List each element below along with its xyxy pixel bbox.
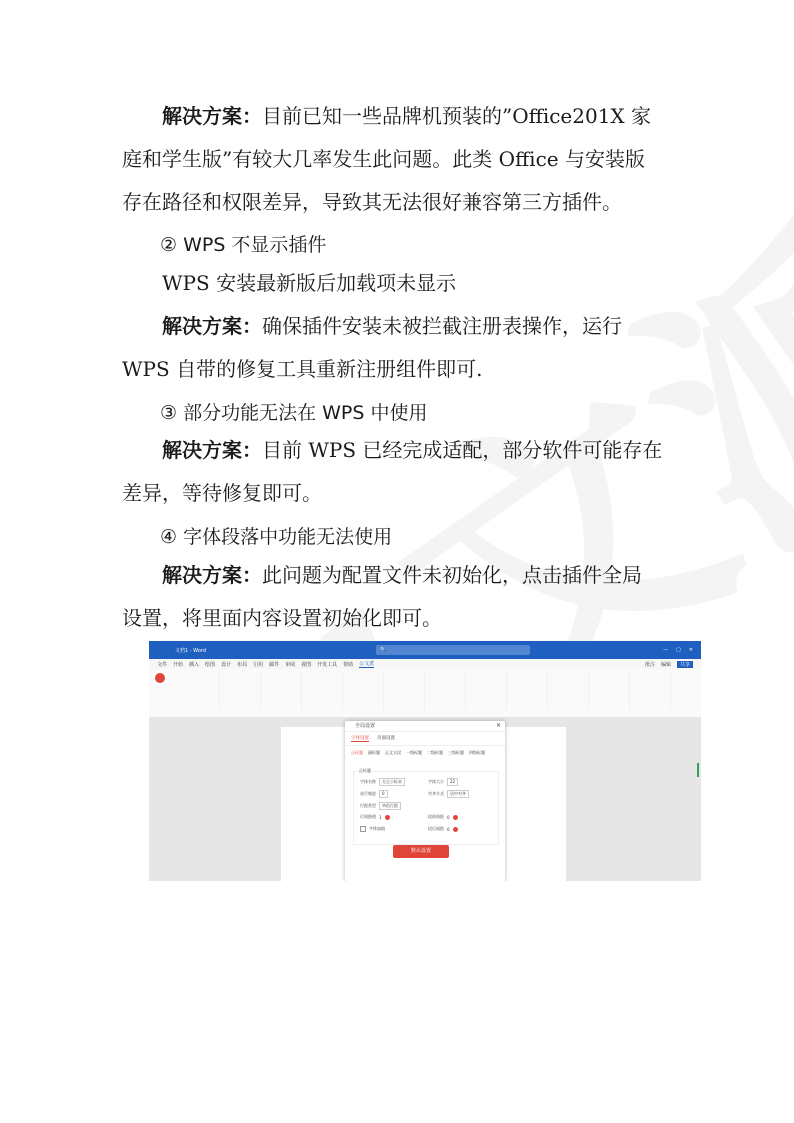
close-icon[interactable]: ×: [495, 722, 501, 729]
menu-references[interactable]: 引用: [253, 661, 264, 668]
global-settings-dialog: [345, 721, 505, 881]
text-line: 存在路径和权限差异，导致其无法很好兼容第三方插件。: [122, 190, 622, 214]
font-name-label: 字体名称: [360, 779, 376, 784]
tab-page-settings[interactable]: 页面设置: [377, 736, 395, 741]
tab-font-settings[interactable]: 字体设置: [351, 736, 369, 741]
align-label: 对齐方式: [428, 791, 444, 796]
line-type-select[interactable]: 单倍行距: [379, 802, 401, 810]
subtab-h1[interactable]: 一级标题: [406, 750, 422, 755]
settings-form: [353, 768, 499, 845]
menu-help[interactable]: 帮助: [343, 661, 354, 668]
menu-review[interactable]: 审阅: [285, 661, 296, 668]
title-bar: [149, 641, 701, 659]
solution-label: 解决方案：: [162, 438, 262, 462]
scroll-indicator: [697, 763, 699, 777]
plus-icon[interactable]: [385, 815, 390, 820]
line-type-label: 行距类型: [360, 803, 376, 808]
dialog-tabs: [345, 732, 505, 746]
font-size-select[interactable]: 22: [447, 778, 458, 786]
subtab-title[interactable]: 正标题: [351, 750, 363, 755]
subtab-h3[interactable]: 三级标题: [448, 750, 464, 755]
paragraph-1: [122, 95, 674, 224]
comments-button[interactable]: 批注: [644, 661, 655, 668]
paragraph-2: [122, 262, 674, 305]
indent-label: 首行缩进: [360, 791, 376, 796]
text-line: 此问题为配置文件未初始化，点击插件全局: [262, 563, 642, 587]
line-spacing-label: 行间距值: [360, 814, 376, 819]
after-spacing-label: 段后间距: [428, 826, 444, 831]
bold-checkbox[interactable]: [360, 826, 366, 832]
menu-layout[interactable]: 布局: [237, 661, 248, 668]
ribbon-tools[interactable]: [179, 672, 699, 710]
subtab-body[interactable]: 正文方段: [385, 750, 401, 755]
menu-insert[interactable]: 插入: [189, 661, 200, 668]
plus-icon[interactable]: [453, 815, 458, 820]
window-controls: [663, 647, 701, 653]
ribbon: [149, 669, 701, 718]
solution-label: 解决方案：: [162, 563, 262, 587]
menu-design[interactable]: 设计: [221, 661, 232, 668]
text-line: 设置，将里面内容设置初始化即可。: [122, 606, 442, 630]
menu-draw[interactable]: 绘图: [205, 661, 216, 668]
menu-view[interactable]: 视图: [301, 661, 312, 668]
text-line: 目前已知一些品牌机预装的”Office201X 家: [262, 104, 652, 128]
paragraph-3: [122, 305, 674, 391]
before-spacing-value[interactable]: 0: [447, 814, 450, 820]
menu-gongwenpai[interactable]: 公文派: [359, 661, 375, 667]
paragraph-4: [122, 429, 674, 515]
close-icon[interactable]: ✕: [688, 647, 693, 653]
bold-label: 字体加粗: [369, 826, 385, 831]
menu-file[interactable]: 文件: [157, 661, 168, 668]
font-name-select[interactable]: 方正小标宋: [379, 778, 405, 786]
text-line: 确保插件安装未被拦截注册表操作，运行: [262, 314, 622, 338]
align-select[interactable]: 居中对齐: [447, 790, 469, 798]
before-spacing-label: 段前间距: [428, 814, 444, 819]
edit-button[interactable]: 编辑: [660, 661, 671, 668]
heading-2: ② WPS 不显示插件: [160, 234, 327, 256]
after-spacing-value[interactable]: 0: [447, 826, 450, 832]
minimize-icon[interactable]: —: [663, 647, 669, 653]
group-label: 正标题: [359, 768, 371, 773]
heading-4: ④ 字体段落中功能无法使用: [160, 526, 393, 548]
solution-label: 解决方案：: [162, 314, 262, 338]
maximize-icon[interactable]: ▢: [676, 647, 681, 653]
style-subtabs: [345, 746, 505, 760]
menu-home[interactable]: 开始: [173, 661, 184, 668]
subtab-h2[interactable]: 二级标题: [427, 750, 443, 755]
subtab-h4[interactable]: 四级标题: [469, 750, 485, 755]
plus-icon[interactable]: [453, 827, 458, 832]
heading-3: ③ 部分功能无法在 WPS 中使用: [160, 402, 428, 424]
word-screenshot: [149, 641, 701, 881]
plugin-icon[interactable]: [155, 673, 165, 683]
text-line: 差异，等待修复即可。: [122, 481, 322, 505]
menu-developer[interactable]: 开发工具: [317, 661, 338, 668]
indent-select[interactable]: 0: [379, 790, 388, 798]
font-size-label: 字体大小: [428, 779, 444, 784]
line-spacing-value[interactable]: 1: [379, 814, 382, 820]
subtab-subtitle[interactable]: 副标题: [368, 750, 380, 755]
text-line: WPS 自带的修复工具重新注册组件即可.: [122, 357, 483, 381]
dialog-title: 全局设置: [345, 721, 505, 732]
text-line: WPS 安装最新版后加载项未显示: [162, 271, 457, 295]
text-line: 目前 WPS 已经完成适配，部分软件可能存在: [262, 438, 663, 462]
paragraph-5: [122, 554, 674, 640]
text-line: 庭和学生版”有较大几率发生此问题。此类 Office 与安装版: [122, 147, 645, 171]
share-button[interactable]: 共享: [677, 661, 693, 668]
menu-bar: [149, 659, 701, 669]
menu-mailings[interactable]: 邮件: [269, 661, 280, 668]
solution-label: 解决方案：: [162, 104, 262, 128]
window-title: 文档1 - Word: [175, 647, 207, 654]
default-settings-button[interactable]: 默认设置: [393, 845, 449, 858]
search-box[interactable]: 🔍: [376, 645, 530, 655]
